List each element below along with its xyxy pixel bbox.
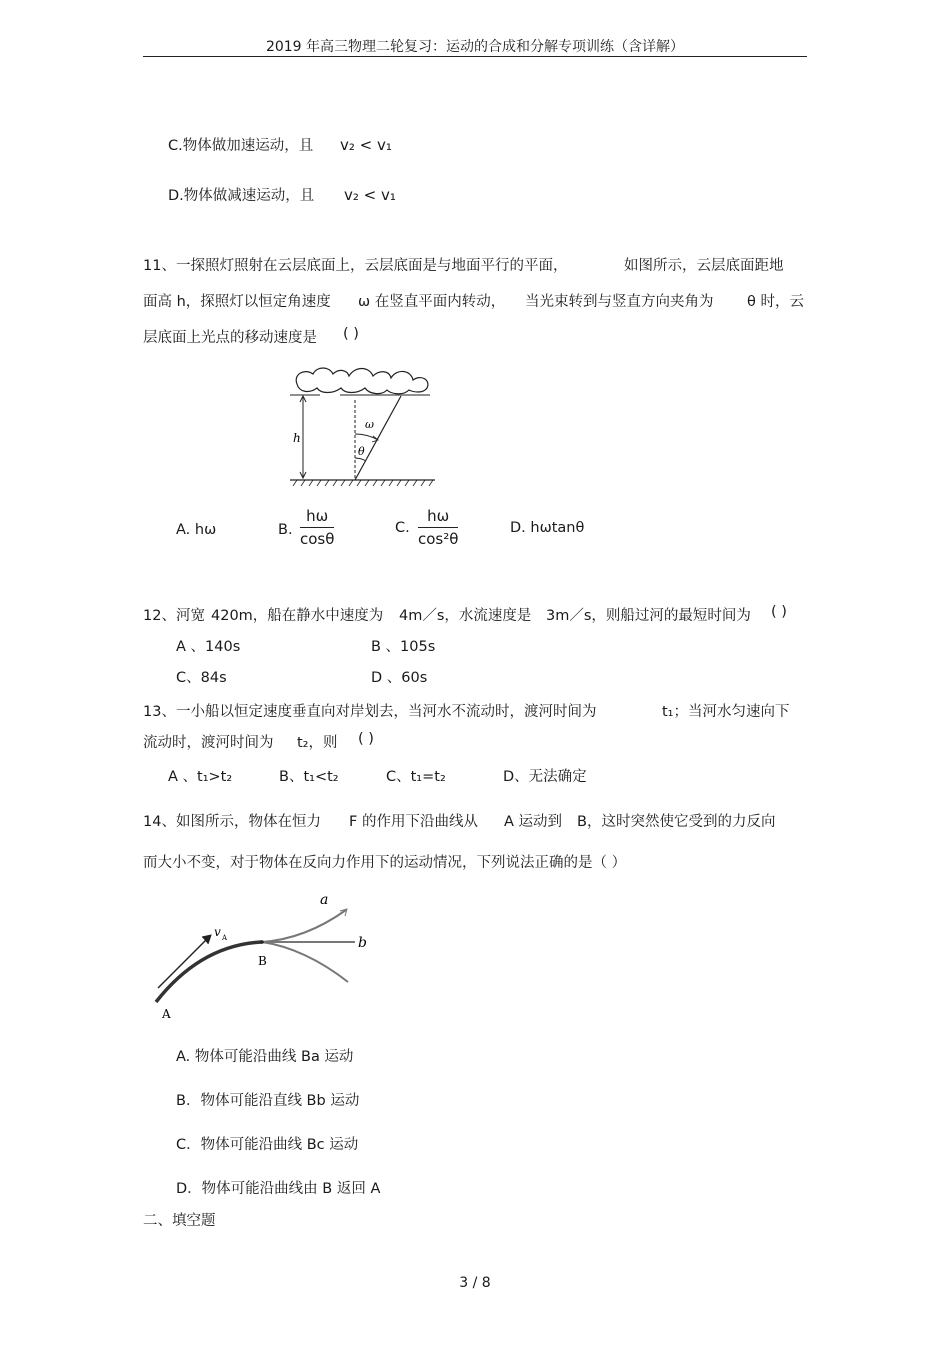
velocity-label: v	[214, 925, 221, 939]
q12-stem-a: 12、河宽	[143, 608, 205, 624]
q11-option-c-numerator: hω	[418, 507, 458, 528]
omega-label: ω	[365, 418, 374, 431]
q10-option-c-math: v₂ < v₁	[340, 136, 392, 154]
q11-option-b-fraction	[300, 507, 334, 548]
theta-arc	[355, 458, 366, 461]
q11-line3: 层底面上光点的移动速度是	[143, 330, 317, 346]
q14-line1c: A 运动到	[504, 814, 563, 830]
q11-line1a: 11、一探照灯照射在云层底面上，云层底面是与地面平行的平面，	[143, 258, 568, 274]
light-beam	[355, 396, 401, 480]
label-b: b	[358, 935, 367, 951]
q12-option-c: C、84s	[176, 670, 227, 686]
q14-line2: 而大小不变，对于物体在反向力作用下的运动情况，下列说法正确的是（ ）	[143, 855, 627, 871]
section-fill-in-heading: 二、填空题	[143, 1213, 216, 1229]
q11-line2c: 当光束转到与竖直方向夹角为	[525, 294, 714, 310]
omega-arrowhead	[372, 436, 378, 442]
q11-option-a: A. hω	[176, 522, 217, 538]
q13-answer-paren: ( )	[358, 731, 374, 747]
point-B	[260, 940, 264, 944]
q13-line2b: t₂，则	[297, 735, 338, 751]
q11-answer-paren: ( )	[343, 326, 359, 342]
q14-trajectory-figure	[150, 890, 375, 1020]
curve-Bc	[262, 942, 348, 982]
label-A: A	[162, 1007, 171, 1020]
label-B: B	[258, 954, 267, 968]
cloud-shape	[296, 368, 428, 394]
q10-option-d-text: D.物体做减速运动，且	[168, 188, 315, 204]
q11-option-b-numerator: hω	[300, 507, 334, 528]
q13-option-c: C、t₁=t₂	[386, 769, 446, 785]
q11-option-c-label: C.	[395, 520, 410, 536]
height-label: h	[293, 431, 301, 445]
header-rule	[143, 56, 807, 57]
q11-option-b-label: B.	[278, 522, 293, 538]
trajectory-curve-AB	[156, 942, 262, 1002]
q13-line1a: 13、一小船以恒定速度垂直向对岸划去，当河水不流动时，渡河时间为	[143, 704, 597, 720]
q11-line1b: 如图所示，云层底面距地	[624, 258, 784, 274]
page-number: 3 / 8	[459, 1275, 491, 1291]
q12-stem-d: 3m／s，则船过河的最短时间为	[546, 608, 751, 624]
q10-option-d-math: v₂ < v₁	[344, 186, 396, 204]
q13-option-d: D、无法确定	[503, 769, 587, 785]
q11-line2a: 面高 h，探照灯以恒定角速度	[143, 294, 331, 310]
q14-option-d: D．物体可能沿曲线由 B 返回 A	[176, 1181, 381, 1197]
q10-option-c-text: C.物体做加速运动，且	[168, 138, 314, 154]
q12-stem-b: 420m，船在静水中速度为	[211, 608, 384, 624]
q13-option-b: B、t₁<t₂	[279, 769, 339, 785]
q13-option-a: A 、t₁>t₂	[168, 769, 233, 785]
q11-searchlight-figure	[285, 362, 445, 492]
q14-option-a: A. 物体可能沿曲线 Ba 运动	[176, 1049, 354, 1065]
q14-option-c: C．物体可能沿曲线 Bc 运动	[176, 1137, 359, 1153]
q13-line1b: t₁；当河水匀速向下	[662, 704, 790, 720]
q11-option-c-denominator: cos²θ	[418, 530, 459, 548]
q14-line1a: 14、如图所示，物体在恒力	[143, 814, 321, 830]
ground-hatching	[293, 480, 433, 486]
q14-line1b: F 的作用下沿曲线从	[349, 814, 478, 830]
page-header-title: 2019 年高三物理二轮复习：运动的合成和分解专项训练（含详解）	[265, 39, 685, 55]
q14-line1d: B，这时突然使它受到的力反向	[577, 814, 776, 830]
q11-line2d: θ 时，云	[747, 294, 804, 310]
q12-option-a: A 、140s	[176, 639, 241, 655]
q12-option-d: D 、60s	[371, 670, 428, 686]
q14-option-b: B．物体可能沿直线 Bb 运动	[176, 1093, 360, 1109]
q12-stem-c: 4m／s，水流速度是	[399, 608, 532, 624]
theta-label: θ	[358, 445, 365, 458]
velocity-subscript: A	[222, 934, 228, 942]
label-a: a	[320, 892, 329, 908]
q13-line2a: 流动时，渡河时间为	[143, 735, 274, 751]
q12-answer-paren: ( )	[771, 604, 787, 620]
curve-Ba	[262, 910, 346, 942]
q11-option-c-fraction	[418, 507, 458, 548]
q11-option-d: D. hωtanθ	[510, 520, 585, 536]
q12-option-b: B 、105s	[371, 639, 436, 655]
q11-option-b-denominator: cosθ	[300, 530, 335, 548]
q11-line2b: ω 在竖直平面内转动，	[358, 294, 506, 310]
